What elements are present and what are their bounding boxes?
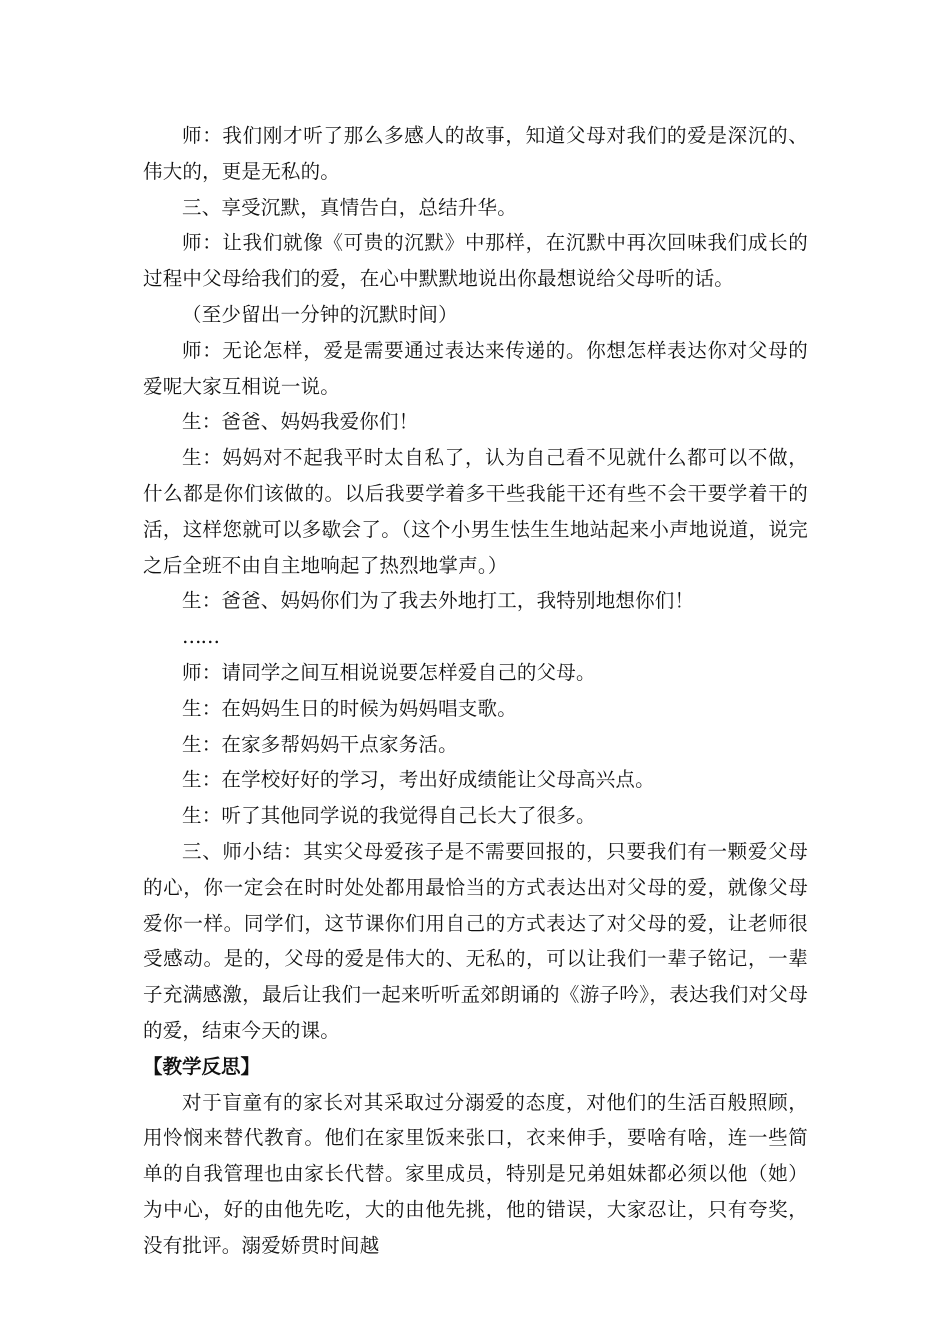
paragraph: 师：无论怎样，爱是需要通过表达来传递的。你想怎样表达你对父母的爱呢大家互相说一说。: [143, 338, 808, 398]
section-heading: 【教学反思】: [143, 1054, 261, 1078]
section-title: 三、享受沉默，真情告白，总结升华。: [182, 195, 517, 219]
reflection-paragraph: 对于盲童有的家长对其采取过分溺爱的态度，对他们的生活百般照顾，用怜悯来替代教育。他们在家里饭来张口，衣来伸手，要啥有啥，连一些简单的自我管理也由家长代替。家里成员，特别是兄弟姐妹都必须以他（她）为中心，好的由他先吃，大的由他先挑，他的错误，大家忍让，只有夸奖，没有批评。溺爱娇贯时间越: [143, 1090, 808, 1257]
paragraph: 师：让我们就像《可贵的沉默》中那样，在沉默中再次回味我们成长的过程中父母给我们的爱，在心中默默地说出你最想说给父母听的话。: [143, 231, 808, 291]
paragraph: （至少留出一分钟的沉默时间）: [182, 302, 458, 326]
paragraph: 生：听了其他同学说的我觉得自己长大了很多。: [182, 804, 596, 828]
paragraph: 生：妈妈对不起我平时太自私了，认为自己看不见就什么都可以不做，什么都是你们该做的。以后我要学着多干些我能干还有些不会干要学着干的活，这样您就可以多歇会了。（这个小男生怯生生地站起来小声地说道，说完之后全班不由自主地响起了热烈地掌声。）: [143, 446, 808, 577]
paragraph: 生：爸爸、妈妈我爱你们！: [182, 410, 419, 434]
document-page: [143, 118, 808, 1264]
paragraph: 师：请同学之间互相说说要怎样爱自己的父母。: [182, 660, 596, 684]
summary-paragraph: 三、师小结：其实父母爱孩子是不需要回报的，只要我们有一颗爱父母的心，你一定会在时时处处都用最恰当的方式表达出对父母的爱，就像父母爱你一样。同学们，这节课你们用自己的方式表达了对父母的爱，让老师很受感动。是的，父母的爱是伟大的、无私的，可以让我们一辈子铭记，一辈子充满感激，最后让我们一起来听听孟郊朗诵的《游子吟》，表达我们对父母的爱，结束今天的课。: [143, 839, 808, 1042]
paragraph: 生：爸爸、妈妈你们为了我去外地打工，我特别地想你们！: [182, 589, 695, 613]
paragraph: 生：在学校好好的学习，考出好成绩能让父母高兴点。: [182, 768, 655, 792]
paragraph: 生：在妈妈生日的时候为妈妈唱支歌。: [182, 696, 517, 720]
ellipsis: ……: [182, 625, 219, 649]
paragraph: 生：在家多帮妈妈干点家务活。: [182, 732, 458, 756]
paragraph: 师：我们刚才听了那么多感人的故事，知道父母对我们的爱是深沉的、伟大的，更是无私的。: [143, 124, 808, 183]
